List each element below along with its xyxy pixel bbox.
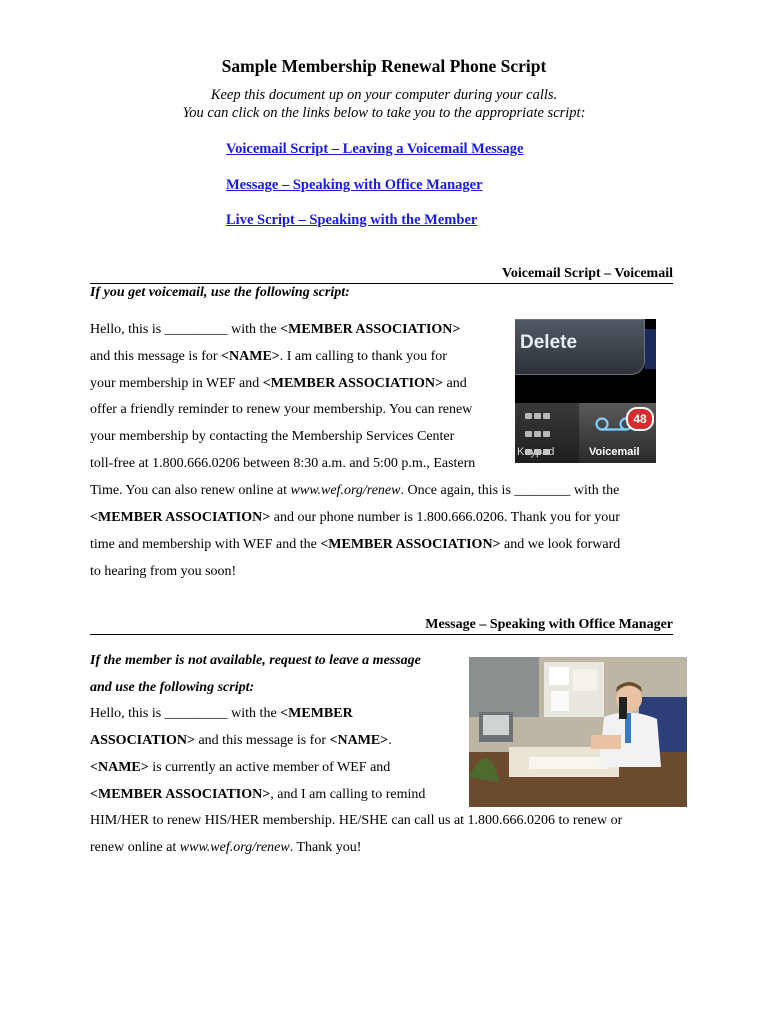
keypad-label: Keypad [517, 446, 555, 458]
message-line-2: ASSOCIATION> and this message is for <NAME>. [90, 733, 392, 748]
voicemail-line-9: time and membership with WEF and the <MEMBER ASSOCIATION> and we look forward [90, 537, 621, 552]
message-line-5: HIM/HER to renew HIS/HER membership. HE/SHE can call us at 1.800.666.0206 to renew or [90, 813, 623, 828]
voicemail-line-1: Hello, this is _________ with the <MEMBER ASSOCIATION> [90, 322, 461, 337]
document-title: Sample Membership Renewal Phone Script [221, 56, 547, 76]
message-line-3: <NAME> is currently an active member of WEF and [90, 760, 391, 775]
delete-button-graphic [515, 319, 645, 375]
voicemail-section-heading: Voicemail Script – Voicemail [90, 266, 673, 284]
voicemail-count-badge: 48 [626, 407, 654, 431]
office-scene [469, 657, 687, 807]
message-instruction-2: and use the following script: [90, 680, 255, 695]
phone-voicemail-image [515, 319, 656, 463]
link-message-script[interactable]: Message – Speaking with Office Manager [226, 177, 483, 193]
message-line-1: Hello, this is _________ with the <MEMBER [90, 706, 353, 721]
delete-label: Delete [520, 332, 578, 353]
voicemail-line-4: offer a friendly reminder to renew your membership. You can renew [90, 402, 473, 417]
voicemail-line-6: toll-free at 1.800.666.0206 between 8:30 a.m. and 5:00 p.m., Eastern [90, 456, 476, 471]
voicemail-line-8: <MEMBER ASSOCIATION> and our phone number is 1.800.666.0206. Thank you for your [90, 510, 620, 525]
voicemail-line-3: your membership in WEF and <MEMBER ASSOCIATION> and [90, 376, 467, 391]
link-live-script[interactable]: Live Script – Speaking with the Member [226, 212, 478, 228]
voicemail-instruction: If you get voicemail, use the following script: [90, 285, 350, 300]
voicemail-tab [579, 403, 656, 463]
voicemail-line-2: and this message is for <NAME>. I am calling to thank you for [90, 349, 447, 364]
office-manager-photo [469, 657, 687, 807]
link-voicemail-script[interactable]: Voicemail Script – Leaving a Voicemail Message [226, 141, 524, 157]
keypad-tab [515, 403, 579, 463]
voicemail-line-7: Time. You can also renew online at www.wef.org/renew. Once again, this is ________ with the [90, 483, 620, 498]
voicemail-line-5: your membership by contacting the Membership Services Center [90, 429, 455, 444]
intro-line-1: Keep this document up on your computer during your calls. [210, 87, 558, 103]
voicemail-label: Voicemail [589, 446, 640, 458]
message-instruction-1: If the member is not available, request to leave a message [90, 653, 421, 668]
intro-line-2: You can click on the links below to take you to the appropriate script: [182, 105, 586, 121]
voicemail-line-10: to hearing from you soon! [90, 564, 237, 579]
message-line-4: <MEMBER ASSOCIATION>, and I am calling to remind [90, 787, 426, 802]
message-line-6: renew online at www.wef.org/renew. Thank you! [90, 840, 362, 855]
message-section-heading: Message – Speaking with Office Manager [90, 617, 673, 635]
screen-edge [645, 329, 656, 369]
intro-text [0, 86, 768, 122]
